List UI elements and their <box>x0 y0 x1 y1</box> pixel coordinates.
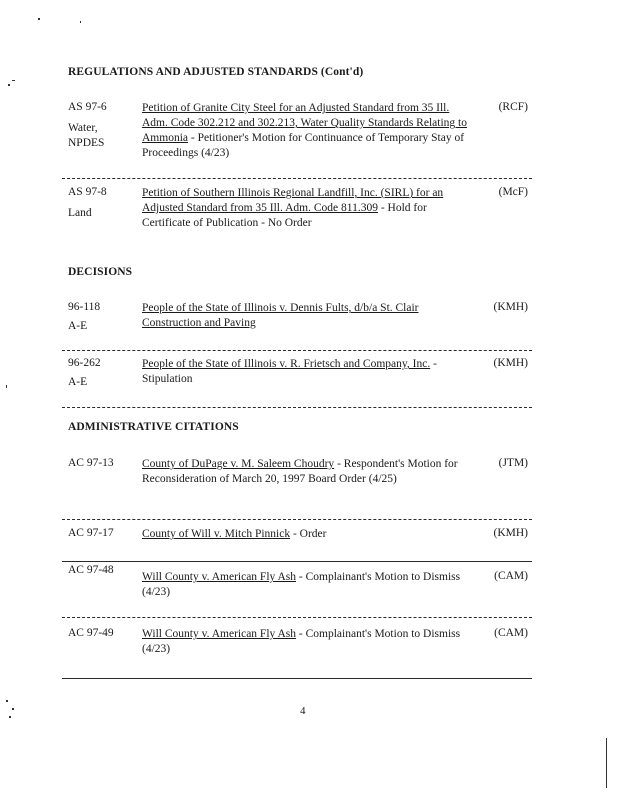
divider <box>62 519 532 520</box>
scan-speck <box>12 80 15 81</box>
case-description <box>142 357 468 387</box>
divider <box>62 561 532 562</box>
case-number: 96-262 <box>68 357 101 369</box>
case-number: 96-118 <box>68 301 101 313</box>
divider <box>62 678 532 679</box>
case-type: Water, NPDES <box>68 122 105 149</box>
scan-speck <box>38 18 40 20</box>
case-number: AC 97-49 <box>68 627 114 639</box>
scan-speck <box>6 700 8 702</box>
scan-speck <box>12 708 14 710</box>
attorney-initials: (KMH) <box>493 527 528 539</box>
case-detail: - Complainant's Motion to Dismiss (4/23) <box>142 628 461 655</box>
case-title: Will County v. American Fly Ash <box>142 628 297 640</box>
case-detail: - Petitioner's Motion for Continuance of Temporary Stay of Proceedings (4/23) <box>142 132 465 159</box>
case-number: AC 97-48 <box>68 564 114 576</box>
case-title: Will County v. American Fly Ash <box>142 571 297 583</box>
case-title: Petition of Southern Illinois Regional Landfill, Inc. (SIRL) for an Adjusted Standard from 35 Ill. Adm. Code 811.309 <box>142 187 444 214</box>
case-detail: - Respondent's Motion for Reconsideration of March 20, 1997 Board Order (4/25) <box>142 458 458 485</box>
case-type: Land <box>68 207 92 219</box>
section-heading-administrative-citations: ADMINISTRATIVE CITATIONS <box>68 421 239 433</box>
scan-speck <box>8 84 10 86</box>
case-number: AS 97-6 <box>68 101 107 113</box>
case-title: People of the State of Illinois v. Dennis Fults, d/b/a St. Clair Construction and Paving <box>142 302 419 329</box>
case-detail: - Complainant's Motion to Dismiss (4/23) <box>142 571 461 598</box>
scan-speck <box>9 716 11 718</box>
divider <box>62 350 532 351</box>
case-number: AC 97-13 <box>68 457 114 469</box>
attorney-initials: (McF) <box>498 186 528 198</box>
page-number: 4 <box>300 705 306 717</box>
divider <box>62 617 532 618</box>
case-detail: - Order <box>290 528 327 540</box>
scan-speck <box>606 738 607 788</box>
attorney-initials: (CAM) <box>494 627 528 639</box>
attorney-initials: (RCF) <box>498 101 528 113</box>
divider <box>62 407 532 408</box>
case-title: Petition of Granite City Steel for an Adjusted Standard from 35 Ill. Adm. Code 302.212 and 302.213, Water Quality Standards Relating to Ammonia <box>142 102 467 144</box>
section-heading-decisions: DECISIONS <box>68 266 133 278</box>
section-heading-regulations: REGULATIONS AND ADJUSTED STANDARDS (Cont'd) <box>68 66 364 78</box>
attorney-initials: (CAM) <box>494 570 528 582</box>
case-title: County of Will v. Mitch Pinnick <box>142 528 291 540</box>
attorney-initials: (KMH) <box>493 357 528 369</box>
attorney-initials: (KMH) <box>493 301 528 313</box>
divider <box>62 178 532 179</box>
case-description <box>142 570 468 600</box>
case-number: AS 97-8 <box>68 186 107 198</box>
case-title: County of DuPage v. M. Saleem Choudry <box>142 458 335 470</box>
case-description <box>142 186 468 231</box>
case-type: A-E <box>68 376 88 388</box>
case-description <box>142 527 468 542</box>
scan-speck <box>80 21 81 23</box>
case-description <box>142 457 468 487</box>
attorney-initials: (JTM) <box>498 457 528 469</box>
case-description <box>142 101 468 161</box>
case-detail: - Hold for Certificate of Publication - No Order <box>142 202 427 229</box>
case-description <box>142 301 468 331</box>
case-description <box>142 627 468 657</box>
case-title: People of the State of Illinois v. R. Frietsch and Company, Inc. <box>142 358 431 370</box>
scan-speck <box>6 385 7 388</box>
case-type: A-E <box>68 320 88 332</box>
case-number: AC 97-17 <box>68 527 114 539</box>
case-detail: - Stipulation <box>142 358 437 385</box>
